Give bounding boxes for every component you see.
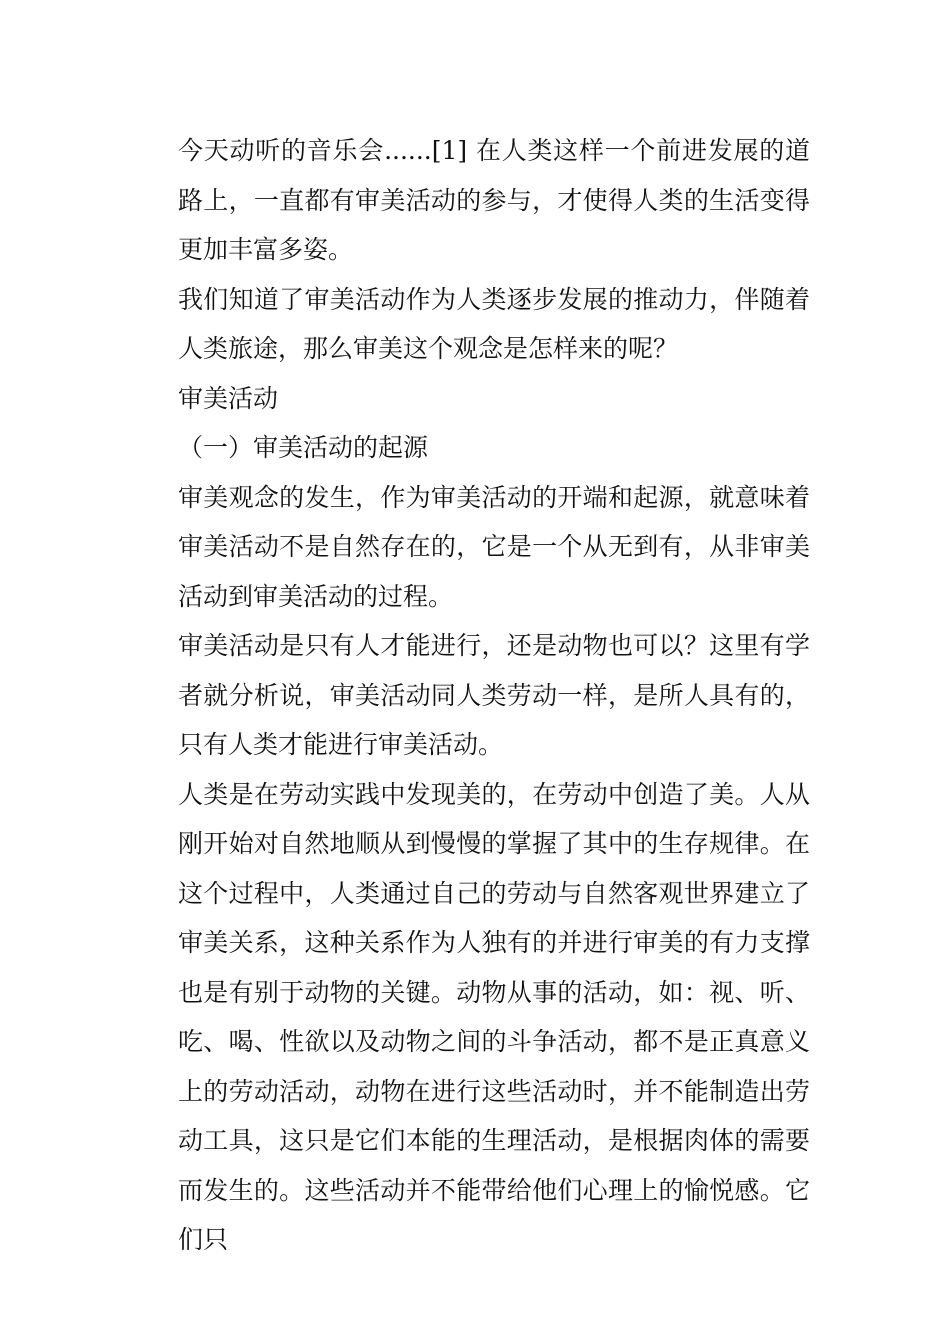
subsection-heading: （一）审美活动的起源: [178, 433, 429, 462]
paragraph-aesthetic-concept: 审美观念的发生，作为审美活动的开端和起源，就意味着审美活动不是自然存在的，它是一个从无到有，从非审美活动到审美活动的过程。: [178, 482, 810, 611]
section-heading: 审美活动: [178, 383, 279, 413]
paragraph-labor-and-beauty: 人类是在劳动实践中发现美的，在劳动中创造了美。人从刚开始对自然地顺从到慢慢的掌握了其中的生存规律。在这个过程中，人类通过自己的劳动与自然客观世界建立了审美关系，这种关系作为人独有的并进行审美的有力支撑也是有别于动物的关键。动物从事的活动，如：视、听、吃、喝、性欲以及动物之间的斗争活动，都不是正真意义上的劳动活动，动物在进行这些活动时，并不能制造出劳动工具，这只是它们本能的生理活动，是根据肉体的需要而发生的。这些活动并不能带给他们心理上的愉悦感。它们只: [178, 779, 810, 1254]
paragraph-human-or-animal: 审美活动是只有人才能进行，还是动物也可以？这里有学者就分析说，审美活动同人类劳动一样，是所人具有的，只有人类才能进行审美活动。: [178, 631, 810, 759]
paragraph-aesthetic-origin-question: 我们知道了审美活动作为人类逐步发展的推动力，伴随着人类旅途，那么审美这个观念是怎样来的呢？: [178, 284, 810, 363]
paragraph-intro-continuation: 今天动听的音乐会......[1] 在人类这样一个前进发展的道路上，一直都有审美活动的参与，才使得人类的生活变得更加丰富多姿。: [178, 136, 810, 264]
document-body: [178, 126, 810, 1265]
